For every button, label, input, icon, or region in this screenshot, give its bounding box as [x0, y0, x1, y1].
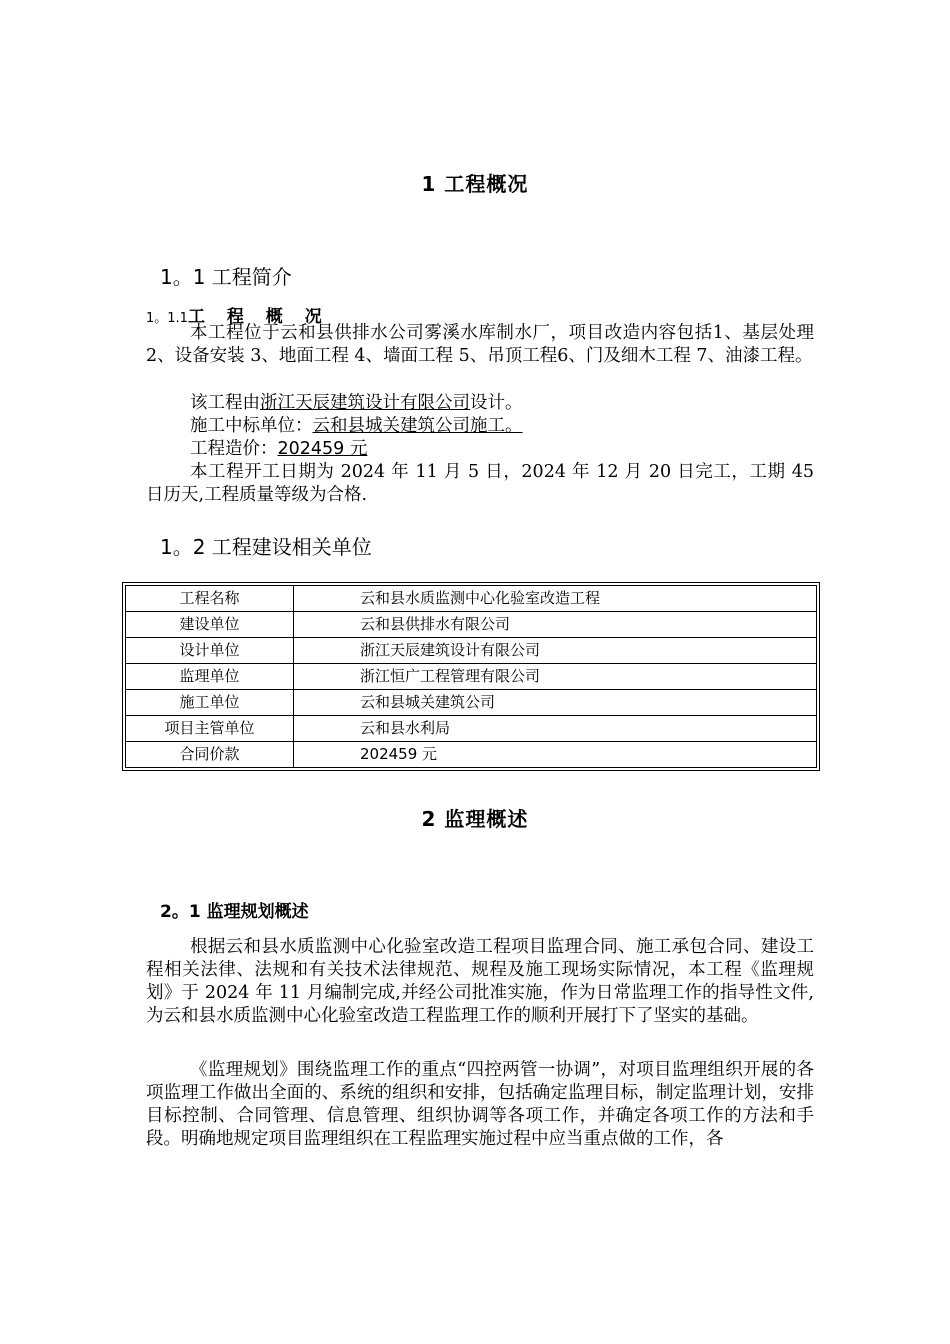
- row-label: 项目主管单位: [126, 716, 294, 742]
- table-row: [126, 664, 817, 690]
- table-row: [126, 716, 817, 742]
- table-row: [126, 586, 817, 612]
- row-label: 设计单位: [126, 638, 294, 664]
- row-label: 监理单位: [126, 664, 294, 690]
- row-value: 浙江恒广工程管理有限公司: [294, 664, 817, 690]
- row-value: 浙江天辰建筑设计有限公司: [294, 638, 817, 664]
- section-1-2-heading: 1。2 工程建设相关单位: [160, 535, 372, 559]
- design-line: [190, 392, 523, 415]
- section-2-title: 2 监理概述: [421, 807, 529, 831]
- section-2-1-heading: 2。1 监理规划概述: [160, 902, 309, 922]
- design-suffix: 设计。: [470, 393, 523, 413]
- table-row: [126, 742, 817, 768]
- table-row: [126, 638, 817, 664]
- section-1-title: 1 工程概况: [421, 172, 529, 196]
- section-1-1-1-title: 工 程 概 况: [187, 307, 330, 327]
- cost-label: 工程造价：: [190, 439, 278, 459]
- supervision-plan-paragraph-1: 根据云和县水质监测中心化验室改造工程项目监理合同、施工承包合同、建设工程相关法律、法规和有关技术法律规范、规程及施工现场实际情况，本工程《监理规划》于 2024 年 11 月编制完成,并经公司批准实施，作为日常监理工作的指导性文件,为云和县水质监测中心化验室改造工程监理工作的顺利开展打下了坚实的基础。: [146, 937, 814, 1026]
- row-label: 工程名称: [126, 586, 294, 612]
- contractor-line: [190, 415, 523, 438]
- row-label: 施工单位: [126, 690, 294, 716]
- contractor-label: 施工中标单位：: [190, 416, 313, 436]
- table-row: [126, 612, 817, 638]
- project-description-paragraph: 本工程位于云和县供排水公司雾溪水库制水厂，项目改造内容包括1、基层处理 2、设备安装 3、地面工程 4、墙面工程 5、吊顶工程6、门及细木工程 7、油漆工程。: [146, 323, 814, 366]
- supervision-plan-paragraph-2: 《监理规划》围绕监理工作的重点“四控两管一协调”，对项目监理组织开展的各项监理工作做出全面的、系统的组织和安排，包括确定监理目标，制定监理计划，安排目标控制、合同管理、信息管理、组织协调等各项工作，并确定各项工作的方法和手段。明确地规定项目监理组织在工程监理实施过程中应当重点做的工作，各: [146, 1060, 814, 1149]
- design-company: 浙江天辰建筑设计有限公司: [260, 393, 470, 413]
- project-units-table: [125, 585, 817, 768]
- section-1-1-heading: 1。1 工程简介: [160, 265, 292, 289]
- row-value: 云和县供排水有限公司: [294, 612, 817, 638]
- row-value: 云和县水质监测中心化验室改造工程: [294, 586, 817, 612]
- row-label: 建设单位: [126, 612, 294, 638]
- contractor-value: 云和县城关建筑公司施工。: [312, 416, 523, 436]
- row-value: 云和县水利局: [294, 716, 817, 742]
- row-value: 云和县城关建筑公司: [294, 690, 817, 716]
- table-row: [126, 690, 817, 716]
- cost-line: [190, 438, 367, 461]
- section-1-1-1-number: 1。1.1: [146, 311, 188, 326]
- schedule-paragraph: 本工程开工日期为 2024 年 11 月 5 日，2024 年 12 月 20 日完工，工期 45 日历天,工程质量等级为合格.: [146, 462, 814, 505]
- row-label: 合同价款: [126, 742, 294, 768]
- row-value: 202459 元: [294, 742, 817, 768]
- cost-value: 202459 元: [277, 439, 368, 459]
- design-prefix: 该工程由: [190, 393, 260, 413]
